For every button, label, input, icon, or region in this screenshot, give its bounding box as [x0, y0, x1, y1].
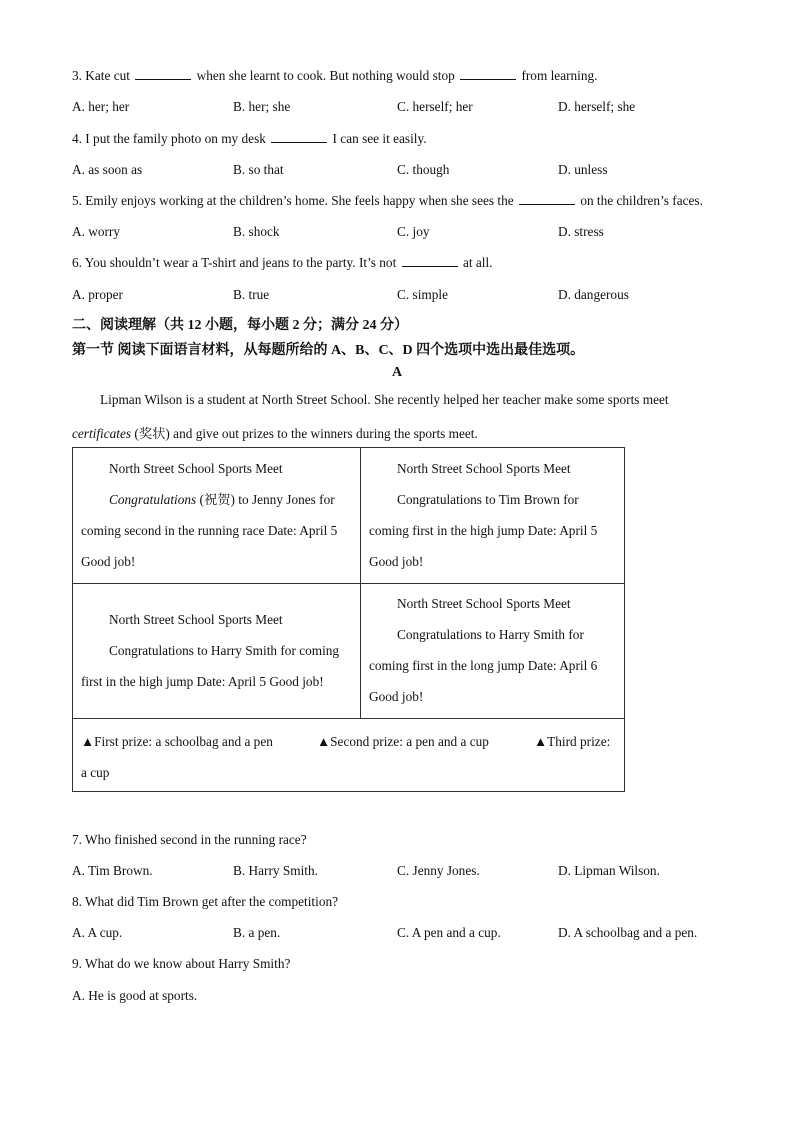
- q3-option-c: C. herself; her: [397, 99, 473, 114]
- q4-option-b: B. so that: [233, 162, 284, 177]
- certificate-congrats: Congratulations to Harry Smith for coming: [109, 643, 340, 658]
- q4-stem-part-a: 4. I put the family photo on my desk: [72, 131, 266, 146]
- answer-blank: [402, 255, 458, 267]
- certificate-congrats: [81, 484, 352, 515]
- q6-stem-part-b: at all.: [462, 255, 493, 270]
- certificate-title: North Street School Sports Meet: [109, 461, 283, 476]
- question-9-stem: 9. What do we know about Harry Smith?: [72, 956, 291, 971]
- passage-label: A: [391, 365, 403, 380]
- q9-option-a: A. He is good at sports.: [72, 988, 198, 1003]
- part-instructions: 第一节 阅读下面语言材料，从每题所给的 A、B、C、D 四个选项中选出最佳选项。: [72, 343, 585, 358]
- q5-option-d: D. stress: [558, 224, 604, 239]
- intro-italic-word: certificates: [72, 426, 132, 441]
- question-8-stem: 8. What did Tim Brown get after the competition?: [72, 894, 339, 909]
- prizes-cell: [73, 719, 625, 792]
- answer-blank: [460, 68, 516, 80]
- passage-intro-line-1: Lipman Wilson is a student at North Street School. She recently helped her teacher make some sports meet: [100, 392, 669, 407]
- certificate-cell: [361, 584, 625, 719]
- question-6-stem: [72, 255, 492, 271]
- answer-blank: [135, 68, 191, 80]
- q4-option-c: C. though: [397, 162, 450, 177]
- question-3-stem: [72, 68, 598, 84]
- question-5-stem: [72, 193, 703, 209]
- q3-stem-part-c: from learning.: [521, 68, 598, 83]
- q5-stem-part-a: 5. Emily enjoys working at the children’s home. She feels happy when she sees the: [72, 193, 514, 208]
- third-prize: ▲Third prize:: [534, 734, 611, 749]
- q5-stem-part-b: on the children’s faces.: [580, 193, 703, 208]
- certificate-cell: [73, 584, 361, 719]
- second-prize: ▲Second prize: a pen and a cup: [317, 734, 489, 749]
- q5-option-c: C. joy: [397, 224, 430, 239]
- third-prize-continued: a cup: [81, 765, 110, 780]
- q8-option-a: A. A cup.: [72, 925, 123, 940]
- q6-option-a: A. proper: [72, 287, 123, 302]
- certificate-body: coming first in the long jump Date: April 6 Good job!: [369, 658, 598, 704]
- q7-option-a: A. Tim Brown.: [72, 863, 153, 878]
- q6-option-c: C. simple: [397, 287, 448, 302]
- certificate-congrats: Congratulations to Harry Smith for: [397, 627, 584, 642]
- q6-option-b: B. true: [233, 287, 270, 302]
- certificate-body: coming first in the high jump Date: April 5 Good job!: [369, 523, 598, 569]
- q3-option-d: D. herself; she: [558, 99, 636, 114]
- certificate-cell: [361, 448, 625, 584]
- q8-option-c: C. A pen and a cup.: [397, 925, 501, 940]
- q7-option-b: B. Harry Smith.: [233, 863, 318, 878]
- q5-option-b: B. shock: [233, 224, 280, 239]
- first-prize: ▲First prize: a schoolbag and a pen: [81, 734, 273, 749]
- passage-intro-line-2: [72, 423, 478, 442]
- section-heading: 二、阅读理解（共 12 小题，每小题 2 分；满分 24 分）: [72, 318, 408, 333]
- certificate-congrats: Congratulations to Tim Brown for: [397, 492, 579, 507]
- certificate-title: North Street School Sports Meet: [397, 596, 571, 611]
- certificate-body: coming second in the running race Date: April 5 Good job!: [81, 523, 338, 569]
- q3-option-b: B. her; she: [233, 99, 291, 114]
- answer-blank: [271, 131, 327, 143]
- q8-option-b: B. a pen.: [233, 925, 281, 940]
- congrats-italic: Congratulations: [109, 492, 197, 507]
- certificate-title: North Street School Sports Meet: [109, 612, 283, 627]
- question-4-stem: [72, 131, 427, 147]
- q4-option-d: D. unless: [558, 162, 608, 177]
- q3-stem-part-b: when she learnt to cook. But nothing would stop: [196, 68, 455, 83]
- congrats-text: (祝贺) to Jenny Jones for: [196, 492, 335, 507]
- q4-option-a: A. as soon as: [72, 162, 143, 177]
- q4-stem-part-b: I can see it easily.: [332, 131, 427, 146]
- q7-option-c: C. Jenny Jones.: [397, 863, 480, 878]
- certificate-body: first in the high jump Date: April 5 Good job!: [81, 674, 324, 689]
- q3-option-a: A. her; her: [72, 99, 130, 114]
- q8-option-d: D. A schoolbag and a pen.: [558, 925, 698, 940]
- certificate-cell: [73, 448, 361, 584]
- intro-rest: (奖状) and give out prizes to the winners during the sports meet.: [131, 426, 478, 441]
- q6-option-d: D. dangerous: [558, 287, 629, 302]
- answer-blank: [519, 193, 575, 205]
- certificates-table: [72, 447, 625, 792]
- q7-option-d: D. Lipman Wilson.: [558, 863, 660, 878]
- q3-stem-part-a: 3. Kate cut: [72, 68, 130, 83]
- q6-stem-part-a: 6. You shouldn’t wear a T-shirt and jeans to the party. It’s not: [72, 255, 397, 270]
- q5-option-a: A. worry: [72, 224, 121, 239]
- certificate-title: North Street School Sports Meet: [397, 461, 571, 476]
- question-7-stem: 7. Who finished second in the running race?: [72, 832, 307, 847]
